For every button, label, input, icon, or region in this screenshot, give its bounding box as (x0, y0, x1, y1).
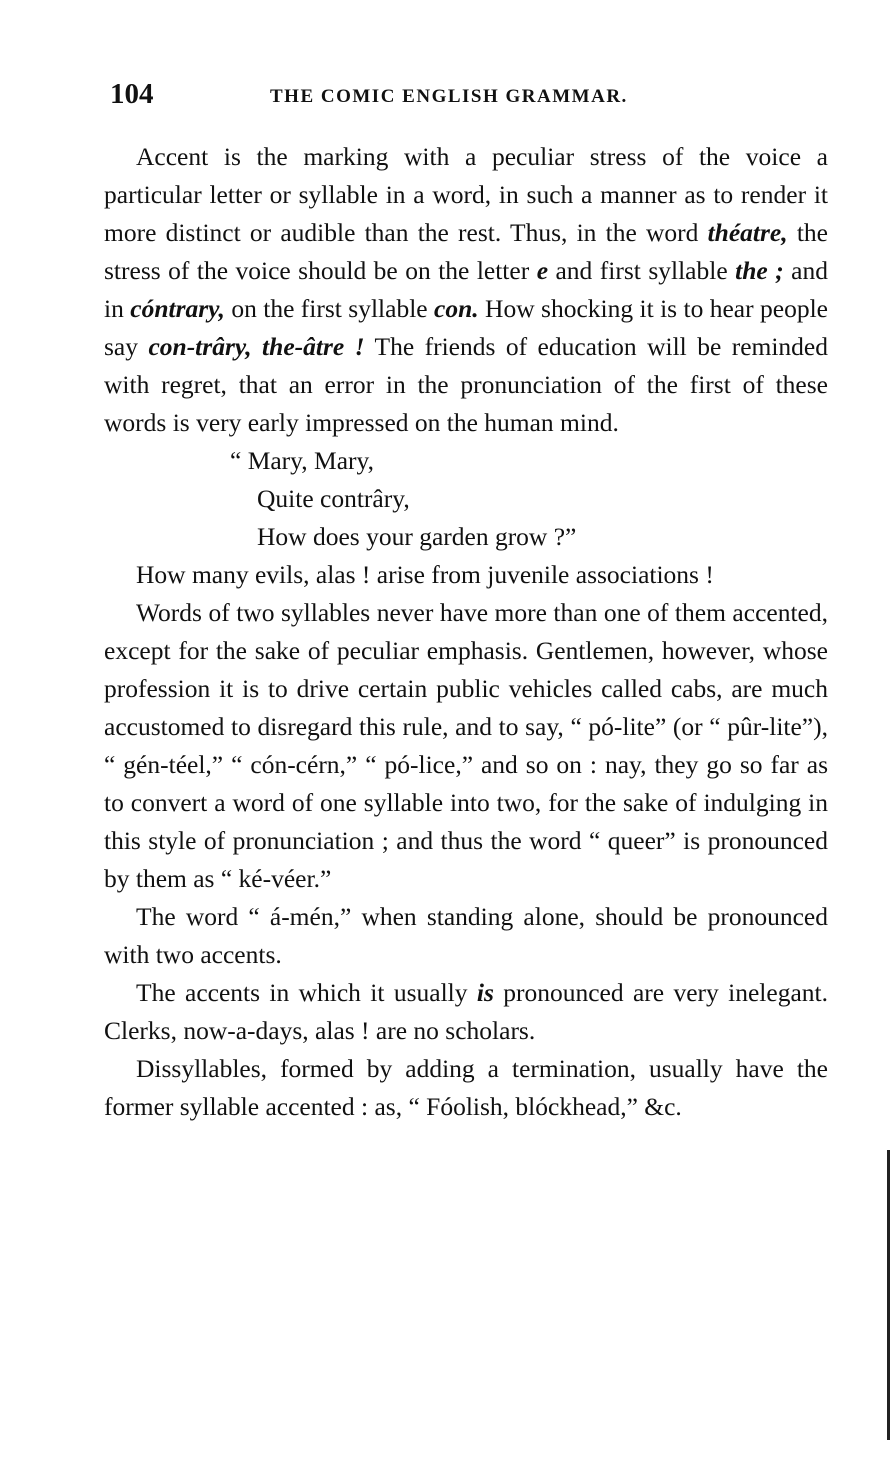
text-run: How shocking it is to hear people say (104, 294, 828, 361)
text-run: and in (104, 256, 828, 323)
page-header (110, 78, 830, 114)
paragraph-accent-definition (104, 138, 828, 442)
italic-word: con. (434, 294, 479, 323)
page-number: 104 (110, 78, 154, 110)
italic-word: the-âtre ! (262, 332, 365, 361)
text-run: The accents in which it usually (136, 978, 477, 1007)
verse-line: “ Mary, Mary, (230, 446, 374, 475)
italic-word: the ; (735, 256, 784, 285)
text-run (252, 332, 262, 361)
text-run: pronounced are very inelegant. Clerks, now-a-days, alas ! are no scholars. (104, 978, 828, 1045)
italic-word: théatre, (707, 218, 788, 247)
nursery-rhyme-verse (230, 442, 828, 556)
italic-word: cóntrary, (130, 294, 225, 323)
paragraph-two-syllables: Words of two syllables never have more than one of them accented, except for the sake of peculiar emphasis. Gentlemen, however, whose profession it is to drive certain public vehicles called cabs, are much accustomed to disregard this rule, and to say, “ pó-lite” (or “ pûr-lite”), “ gén-téel,” “ cón-cérn,” “ pó-lice,” and so on : nay, they go so far as to convert a word of one syllable into two, for the sake of indulging in this style of pronunciation ; and thus the word “ queer” is pronounced by them as “ ké-véer.” (104, 598, 828, 893)
text-run: The friends of education will be reminded with regret, that an error in the pronunciation of the first of these words is very early impressed on the human mind. (104, 332, 828, 437)
text-run: the stress of the voice should be on the letter (104, 218, 828, 285)
paragraph-clerks (104, 974, 828, 1050)
verse-line: How does your garden grow ?” (257, 522, 577, 551)
italic-word: is (476, 978, 494, 1007)
verse-line: Quite contrâry, (257, 484, 410, 513)
italic-word: con-trâry, (148, 332, 252, 361)
paragraph-dissyllables: Dissyllables, formed by adding a termination, usually have the former syllable accented : as, “ Fóolish, blóckhead,” &c. (104, 1054, 828, 1121)
text-run: and first syllable (548, 256, 736, 285)
paragraph-evils: How many evils, alas ! arise from juvenile associations ! (136, 560, 714, 589)
page-body (104, 138, 828, 1126)
page-edge-mark (887, 1150, 890, 1440)
text-run: Accent is the marking with a peculiar stress of the voice a particular letter or syllable in a word, in such a manner as to render it more distinct or audible than the rest. Thus, in the word (104, 142, 828, 247)
running-title: THE COMIC ENGLISH GRAMMAR. (270, 86, 628, 107)
paragraph-amen: The word “ á-mén,” when standing alone, should be pronounced with two accents. (104, 902, 828, 969)
text-run: on the first syllable (224, 294, 435, 323)
italic-word: e (536, 256, 549, 285)
